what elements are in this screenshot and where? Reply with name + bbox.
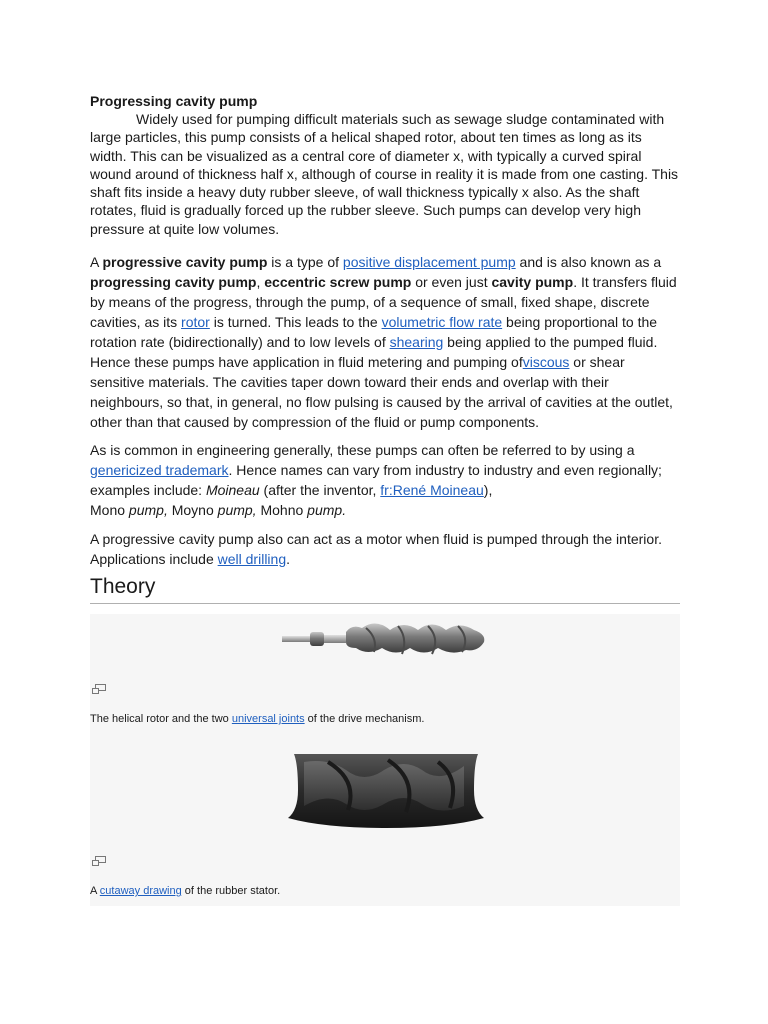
section-title: Progressing cavity pump <box>90 93 258 109</box>
link-volumetric-flow-rate[interactable]: volumetric flow rate <box>381 314 503 331</box>
theory-heading: Theory <box>90 573 680 604</box>
stator-image[interactable] <box>288 750 484 830</box>
magnify-icon[interactable] <box>92 684 106 694</box>
link-genericized-trademark[interactable]: genericized trademark <box>90 462 229 479</box>
document-page <box>90 92 680 906</box>
link-well-drilling[interactable]: well drilling <box>217 551 287 568</box>
link-rotor[interactable]: rotor <box>181 314 210 331</box>
text: being applied to the pumped fluid. Hence these pumps have application in fluid metering and pumping of <box>90 334 658 371</box>
text-moineau: Moineau <box>205 482 260 499</box>
paragraph-definition <box>90 252 680 432</box>
link-positive-displacement-pump[interactable]: positive displacement pump <box>342 254 516 271</box>
text: . It transfers fluid by means of the progress, through the pump, of a sequence of small, fixed shape, discrete cavities, as its <box>90 274 677 331</box>
text: . Hence names can vary from industry to industry and even regionally; examples include: <box>90 462 662 499</box>
intro-paragraph: Widely used for pumping difficult materials such as sewage sludge contaminated with large particles, this pump consists of a helical shaped rotor, about ten times as long as its width. This can be visualized as a central core of diameter x, with typically a curved spiral wound around of thickness half x, although of course in reality it is made from one casting. This shaft fits inside a heavy duty rubber sleeve, of wall thickness typically x also. As the shaft rotates, fluid is gradually forced up the rubber sleeve. Such pumps can develop very high pressure at quite low volumes. <box>90 111 679 237</box>
text: pump, <box>128 502 168 519</box>
term-progressing-cavity-pump: progressing cavity pump <box>90 274 257 291</box>
figure-caption-stator <box>90 884 280 898</box>
text: being proportional to the rotation rate (bidirectionally) and to low levels of <box>90 314 658 351</box>
rotor-image[interactable] <box>280 620 490 658</box>
text: Mohno <box>256 502 308 519</box>
text: pump. <box>307 502 347 519</box>
text: The helical rotor and the two <box>90 713 232 726</box>
paragraph-motor <box>90 529 680 569</box>
text: (after the inventor, <box>259 482 381 499</box>
enlarge-icon[interactable] <box>92 856 106 866</box>
text: is turned. This leads to the <box>209 314 382 331</box>
text: As is common in engineering generally, these pumps can often be referred to by using a <box>90 442 635 459</box>
text: A <box>90 885 100 898</box>
term-cavity-pump: cavity pump <box>491 274 574 291</box>
text: of the rubber stator. <box>181 885 281 898</box>
text: and is also known as a <box>515 254 662 271</box>
text: Moyno <box>167 502 218 519</box>
text: or even just <box>411 274 492 291</box>
text: A <box>90 254 103 271</box>
text: A progressive cavity pump also can act as a motor when fluid is pumped through the interior. Applications include <box>90 531 662 568</box>
text: . <box>286 551 290 568</box>
link-shearing[interactable]: shearing <box>389 334 444 351</box>
link-universal-joints[interactable]: universal joints <box>231 713 305 726</box>
term-eccentric-screw-pump: eccentric screw pump <box>264 274 412 291</box>
text: is a type of <box>267 254 343 271</box>
figure-caption-rotor <box>90 712 424 726</box>
text: of the drive mechanism. <box>304 713 425 726</box>
text: pump, <box>217 502 257 519</box>
paragraph-trademarks <box>90 440 680 520</box>
text: , <box>256 274 265 291</box>
figure-stator <box>90 746 680 906</box>
link-cutaway-drawing[interactable]: cutaway drawing <box>99 885 182 898</box>
figure-rotor <box>90 614 680 746</box>
text: Mono <box>90 502 129 519</box>
text: or shear sensitive materials. The cavities taper down toward their ends and overlap with their neighbours, so that, in general, no flow pulsing is caused by the arrival of cavities at the outlet, other than that caused by compression of the fluid or pump components. <box>90 354 673 431</box>
term-progressive-cavity-pump: progressive cavity pump <box>102 254 268 271</box>
text: ), <box>483 482 493 499</box>
link-rene-moineau[interactable]: fr:René Moineau <box>380 482 484 499</box>
link-viscous[interactable]: viscous <box>522 354 570 371</box>
